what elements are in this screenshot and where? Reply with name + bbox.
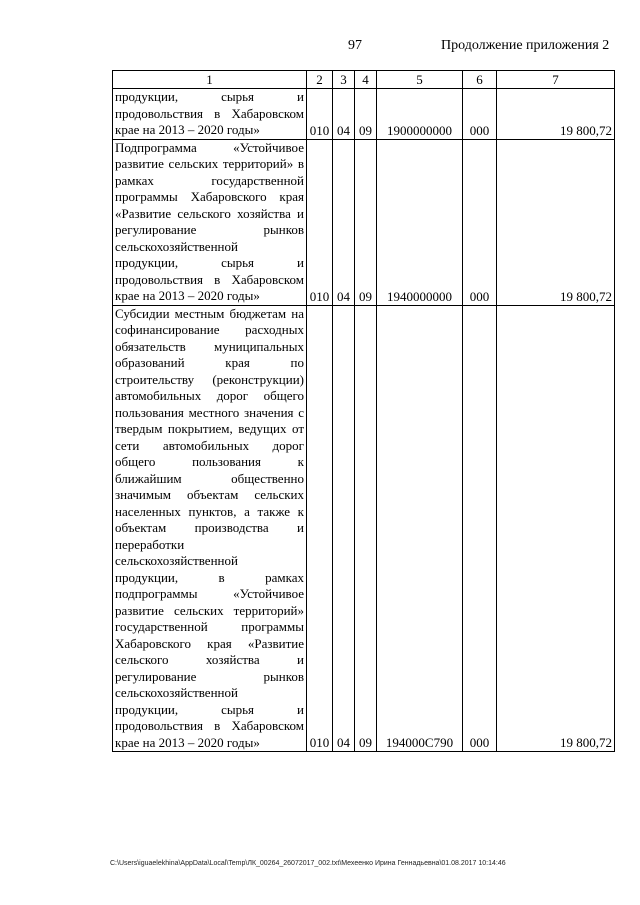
cell-expense-type: 000	[463, 139, 497, 305]
cell-target-code: 194000С790	[377, 305, 463, 752]
row-description: продукции, сырья и продовольствия в Хабаровском крае на 2013 – 2020 годы»	[113, 89, 307, 140]
cell-amount: 19 800,72	[497, 305, 615, 752]
cell-code-4: 09	[355, 139, 377, 305]
row-description: Субсидии местным бюджетам на софинансирование расходных обязательств муниципальных образований края по строительству (реконструкции) автомобильных дорог общего пользования местного значения с твердым покрытием, ведущих от сети автомобильных дорог общего пользования к ближайшим общественно значимым объектам сельских населенных пунктов, а также к объектам производства и переработки сельскохозяйственной продукции, в рамках подпрограммы «Устойчивое развитие сельских территорий» государственной программы Хабаровского края «Развитие сельского хозяйства и регулирование рынков сельскохозяйственной продукции, сырья и продовольствия в Хабаровском крае на 2013 – 2020 годы»	[113, 305, 307, 752]
table-row	[113, 139, 615, 305]
page-number: 97	[348, 38, 362, 53]
cell-amount: 19 800,72	[497, 139, 615, 305]
cell-amount: 19 800,72	[497, 89, 615, 140]
column-header: 6	[463, 71, 497, 89]
table-header-row	[113, 71, 615, 89]
table-row	[113, 89, 615, 140]
cell-code-4: 09	[355, 89, 377, 140]
cell-target-code: 1940000000	[377, 139, 463, 305]
cell-code-3: 04	[333, 305, 355, 752]
cell-code-3: 04	[333, 139, 355, 305]
cell-code-2: 010	[307, 89, 333, 140]
column-header: 1	[113, 71, 307, 89]
cell-code-3: 04	[333, 89, 355, 140]
column-header: 3	[333, 71, 355, 89]
cell-expense-type: 000	[463, 89, 497, 140]
cell-expense-type: 000	[463, 305, 497, 752]
cell-code-4: 09	[355, 305, 377, 752]
file-path-footer: C:\Users\iguaelekhina\AppData\Local\Temp\ЛК_00264_26072017_002.txt\Мехеенко Ирина Геннадьевна\01.08.2017 10:14:46	[110, 860, 506, 867]
row-description: Подпрограмма «Устойчивое развитие сельских территорий» в рамках государственной программы Хабаровского края «Развитие сельского хозяйства и регулирование рынков сельскохозяйственной продукции, сырья и продовольствия в Хабаровском крае на 2013 – 2020 годы»	[113, 139, 307, 305]
budget-table	[112, 70, 615, 752]
continuation-label: Продолжение приложения 2	[441, 38, 610, 53]
column-header: 5	[377, 71, 463, 89]
column-header: 2	[307, 71, 333, 89]
cell-target-code: 1900000000	[377, 89, 463, 140]
column-header: 4	[355, 71, 377, 89]
cell-code-2: 010	[307, 305, 333, 752]
cell-code-2: 010	[307, 139, 333, 305]
column-header: 7	[497, 71, 615, 89]
table-row	[113, 305, 615, 752]
